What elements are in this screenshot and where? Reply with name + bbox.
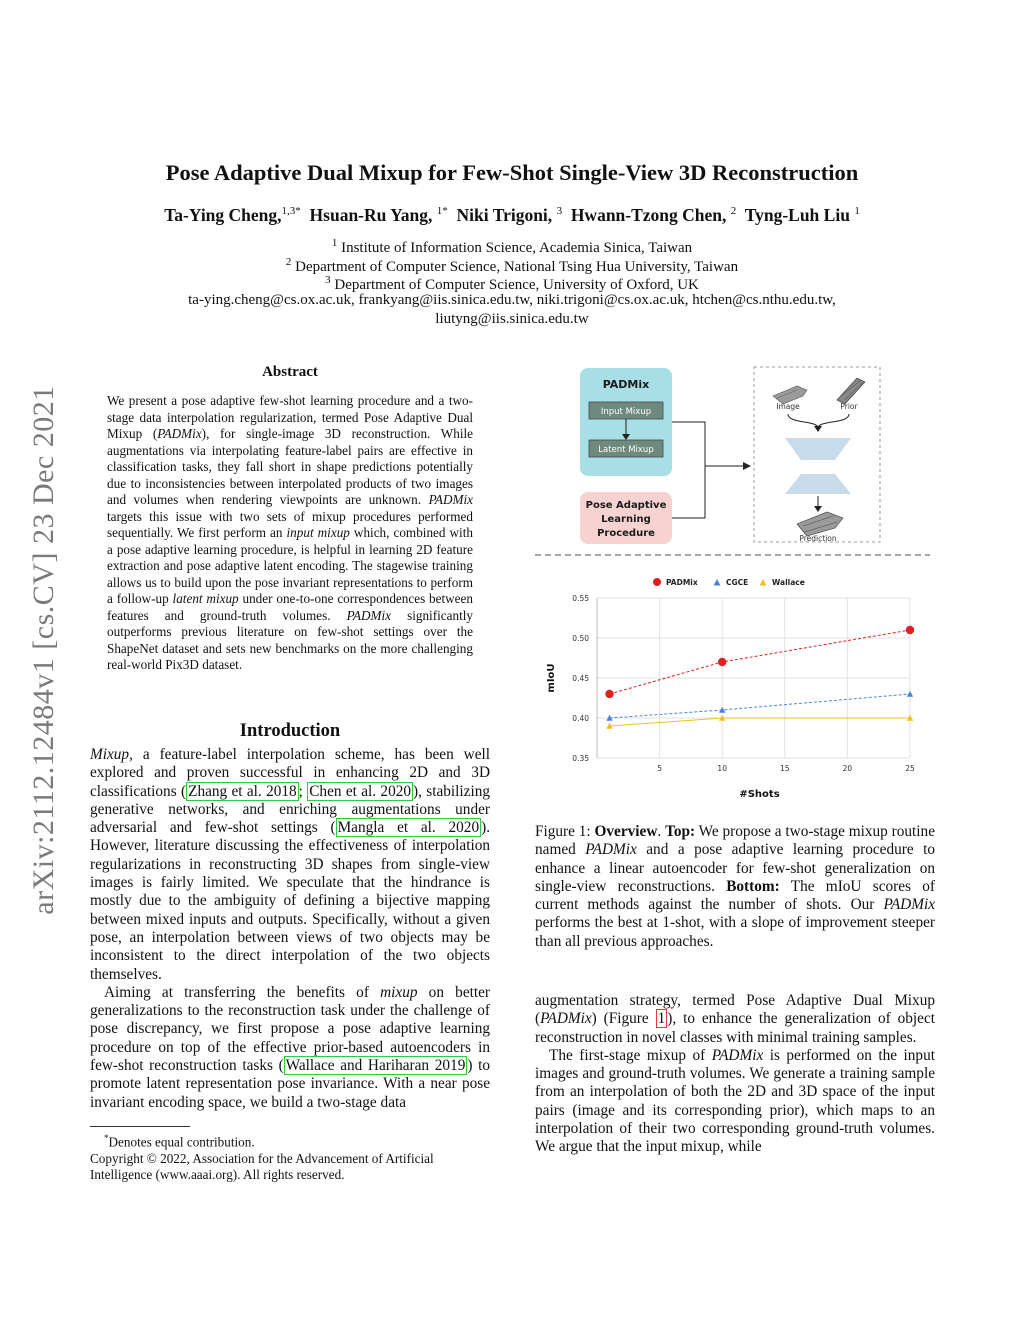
paper-title: Pose Adaptive Dual Mixup for Few-Shot Single-View 3D Reconstruction [165,160,859,185]
citation-link[interactable]: Wallace and Hariharan 2019 [285,1057,466,1075]
pose-adaptive-line: Procedure [597,528,655,539]
y-tick-label: 0.40 [572,714,589,723]
affiliation-text: Institute of Information Science, Academia Sinica, Taiwan [341,240,693,256]
prediction-voxel-icon [797,512,843,536]
affiliation-text: Department of Computer Science, National Tsing Hua University, Taiwan [295,258,739,275]
author-affiliation-mark: 1,3* [281,205,301,218]
arxiv-id: arXiv:2112.12484v1 [cs.CV] 23 Dec 2021 [27,385,60,915]
arxiv-sidebar [14,350,74,950]
legend-marker [714,579,721,586]
affiliation-number: 1 [331,237,338,249]
author-name: Niki Trigoni, [456,205,553,225]
author-affiliation-mark: 1 [854,205,860,218]
figure-reference-link[interactable]: 1 [657,1010,666,1028]
x-axis-label: #Shots [739,789,780,800]
prior-voxel-icon [837,378,865,404]
affiliation-number: 2 [285,255,292,268]
intro-paragraph: Mixup, a feature-label interpolation scheme, has been well explored and proven successful in enhancing 2D and 3D classifications ( Zhang et al. 2018 ; Chen et al. 2020 ), stabilizing generative networks, and enriching augmentations under adversarial and few-shot settings ( Mangla et al. 2020 ). However, literature discussing the effectiveness of interpolation regularizations in reconstructing 3D shapes from single-view images is fairly limited. We speculate that the hindrance is mostly due to the ambiguity of defining a bijective mapping between mixed inputs and outputs. Specifically, without a given pose, an interpolation between views of two objects may be inconsistent to the direct interpolation of the two objects themselves. [90,746,491,983]
author-list [0,205,1024,226]
legend-label: PADMix [666,578,698,587]
x-tick-label: 25 [905,764,915,773]
connector-arrow [672,466,705,518]
author-name: Hwann-Tzong Chen, [570,205,727,225]
connector-arrow [672,422,745,466]
footnote-note: *Denotes equal contribution. [104,1133,255,1150]
y-tick-label: 0.50 [572,634,589,643]
body-paragraph: The first-stage mixup of PADMix is performed on the input images and ground-truth volumes. We generate a training sample from an interpolation of both the 2D and 3D space of the input pairs (image and its corresponding prior), which maps to an interpolation of their two corresponding ground-truth volumes. We argue that the input mixup, while [535,1046,935,1156]
miou-chart [535,568,935,808]
author-affiliation-mark: 1* [436,205,448,218]
pose-adaptive-line: Learning [601,514,651,525]
x-tick-label: 15 [780,764,790,773]
email-line: liutyng@iis.sinica.edu.tw [435,310,589,327]
author-affiliation-mark: 2 [730,205,737,218]
body-paragraph: augmentation strategy, termed Pose Adaptive Dual Mixup (PADMix) (Figure 1 ), to enhance the generalization of object reconstruction in novel classes with minimal training samples. [535,992,936,1046]
connector-arrow-head [743,462,751,470]
series-line [610,630,910,694]
citation-link[interactable]: Chen et al. 2020 [309,782,412,800]
citation-link[interactable]: Mangla et al. 2020 [337,819,480,837]
legend-label: CGCE [726,578,749,587]
merge-arrow-head [814,426,822,432]
affiliation-number: 3 [325,274,331,286]
legend-marker [760,579,767,586]
decoder-trapezoid [785,474,851,494]
author-name: Tyng-Luh Liu [744,205,850,225]
output-arrow-head [814,506,822,512]
figure-caption: Figure 1: Overview. Top: We propose a two-stage mixup routine named PADMix and a pose adaptive learning procedure to enhance a linear autoencoder for few-shot generalization on single-view reconstructions. Bottom: The mIoU scores of current methods against the number of shots. Our PADMix performs the best at 1-shot, with a slope of improvement steeper than all previous approaches. [535,823,935,950]
prediction-label: Prediction [799,534,837,543]
email-line: ta-ying.cheng@cs.ox.ac.uk, frankyang@iis.sinica.edu.tw, niki.trigoni@cs.ox.ac.uk, htchen@cs.nthu.edu.tw, [188,292,836,308]
prior-label: Prior [840,402,858,411]
series-line [610,694,910,718]
y-axis-label: mIoU [546,663,557,693]
input-mixup-label: Input Mixup [600,407,652,417]
series-line [610,718,910,726]
footnote [90,1130,490,1184]
encoder-trapezoid [785,438,851,460]
y-tick-label: 0.45 [572,674,589,683]
author-name: Ta-Ying Cheng, [164,205,282,225]
author-name: Hsuan-Ru Yang, [309,205,433,225]
y-tick-label: 0.55 [572,594,589,603]
intro-heading: Introduction [239,721,341,741]
image-label: Image [776,402,800,411]
figure-separator [535,552,935,558]
abstract [107,364,473,674]
footnote-rule [90,1126,190,1127]
merge-arrow [788,414,849,428]
pose-adaptive-line: Pose Adaptive [585,500,667,511]
citation-link[interactable]: Zhang et al. 2018 [188,782,297,800]
x-tick-label: 5 [657,764,662,773]
legend-label: Wallace [772,578,805,587]
latent-mixup-label: Latent Mixup [598,445,654,455]
copyright-notice: Copyright © 2022, Association for the Advancement of Artificial Intelligence (www.aaai.org). All rights reserved. [90,1150,434,1183]
padmix-box-title: PADMix [602,378,650,391]
data-point [718,658,726,666]
author-affiliation-mark: 3 [556,205,563,218]
intro-paragraph: Aiming at transferring the benefits of mixup on better generalizations to the reconstruction task under the challenge of pose discrepancy, we first propose a pose adaptive learning procedure on top of the effective prior-based autoencoders in few-shot reconstruction tasks ( Wallace and Hariharan 2019 ) to promote latent representation pose invariance. With a near pose invariant encoding space, we build a two-stage data [90,983,490,1111]
abstract-body: We present a pose adaptive few-shot learning procedure and a two-stage data interpolation regularization, termed Pose Adaptive Dual Mixup (PADMix), for single-image 3D reconstruction. While augmentations via interpolating feature-label pairs are effective in classification tasks, they fall short in shape predictions potentially due to inconsistencies between interpolated products of two images and volumes when rendering viewpoints are unknown. PADMix targets this issue with two sets of mixup procedures performed sequentially. We first perform an input mixup which, combined with a pose adaptive learning procedure, is helpful in learning 2D feature extraction and pose adaptive latent encoding. The stagewise training allows us to build upon the pose invariant representations to perform a follow-up latent mixup under one-to-one correspondences between features and ground-truth volumes. PADMix significantly outperforms previous literature on few-shot settings over the ShapeNet dataset and sets new benchmarks on the more challenging real-world Pix3D dataset. [107,393,474,672]
data-point [605,690,613,698]
abstract-heading: Abstract [262,364,318,380]
legend-marker [653,578,661,586]
x-tick-label: 20 [842,764,853,773]
overview-diagram [535,362,935,562]
introduction-section [90,721,490,1112]
x-tick-label: 10 [717,764,727,773]
data-point [907,691,913,697]
affiliation-text: Department of Computer Science, University of Oxford, UK [334,277,699,293]
right-column-text [535,992,935,1157]
y-tick-label: 0.35 [572,754,589,763]
data-point [906,626,914,634]
